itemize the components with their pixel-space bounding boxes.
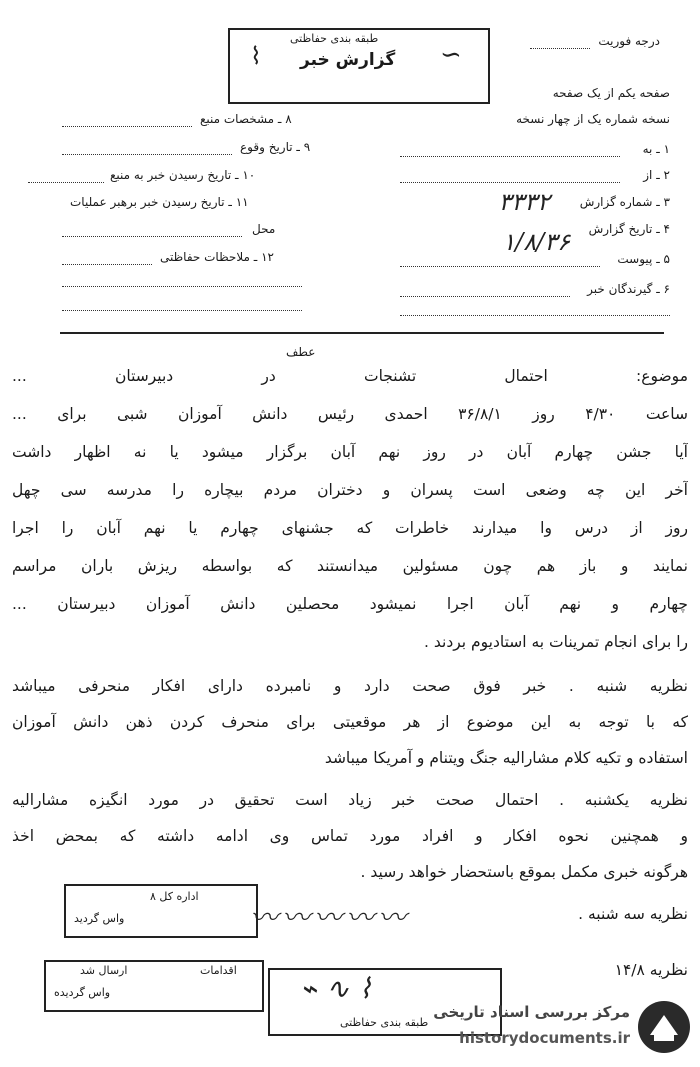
handwritten-note-middle: 〰〰〰〰〰 [250, 901, 411, 934]
line-received-source [28, 182, 104, 183]
archive-logo-icon [636, 999, 692, 1055]
label-event-date: ۹ ـ تاریخ وقوع [240, 140, 311, 154]
line-event-date [62, 154, 232, 155]
body-line: موضوع: احتمال تشنجات در دبیرستان ... [12, 367, 688, 385]
body-line: ساعت ۴/۳۰ روز ۳۶/۸/۱ احمدی رئیس دانش آموزان شبی برای ... [12, 405, 688, 423]
ref-label: عطف [286, 345, 316, 359]
header-separator [60, 332, 664, 334]
body-line: آیا جشن چهارم آبان در روز نهم آبان برگزار میشود یا نه اظهار داشت [12, 443, 688, 461]
line-subject [62, 126, 192, 127]
label-place: محل [252, 222, 276, 236]
classification-top: طبقه بندی حفاظتی [290, 32, 379, 45]
body-line: نظریه ۱۴/۸ [614, 961, 688, 979]
body-line: چهارم و نهم آبان اجرا نمیشود محصلین دانش آموزان دبیرستان ... [12, 595, 688, 613]
line-recipients-2 [400, 315, 670, 316]
body-line: روز از درس وا میدارند خاطرات که جشنهای چهارم یا نهم آبان را اجرا [12, 519, 688, 537]
copy-info: نسخه شماره یک از چهار نسخه [516, 112, 670, 126]
label-report-no: ۳ ـ شماره گزارش [579, 195, 670, 209]
stamp-text-b: واس گردید [74, 912, 125, 925]
handwritten-title-mark: ⌇ [250, 42, 262, 70]
body-line: و همچنین نحوه افکار و افراد مورد تماس وی ادامه داشته که بمحض اخذ [12, 827, 688, 845]
body-line: که با توجه به این موضوع از هر موقعیتی برای منحرف کردن ذهن دانش آموزان [12, 713, 688, 731]
body-line: نظریه سه شنبه . [578, 905, 688, 923]
classification-bottom: طبقه بندی حفاظتی [340, 1016, 429, 1029]
line-place [62, 236, 242, 237]
label-to: ۱ ـ به [642, 142, 670, 156]
watermark-url: historydocuments.ir [459, 1029, 630, 1047]
label-received-ops: ۱۱ ـ تاریخ رسیدن خبر برهبر عملیات [70, 195, 249, 209]
body-line: نظریه یکشنبه . احتمال صحت خبر زیاد است تحقیق در مورد انگیزه مشارالیه [12, 791, 688, 809]
label-notes: ۱۲ ـ ملاحظات حفاظتی [160, 250, 274, 264]
stamp-text-c: اقدامات [200, 964, 237, 977]
body-line: آخر این چه وضعی است پسران و دختران مردم بیچاره را مدرسه سی چهل [12, 481, 688, 499]
stamp-text-e: واس گردیده [54, 986, 111, 999]
report-date-handwritten: ۱/۸/۳۶ [502, 228, 570, 256]
label-from: ۲ ـ از [643, 168, 670, 182]
line-attachment [400, 266, 600, 267]
report-title: گزارش خبر [300, 50, 396, 70]
stamp-text-a: اداره کل ۸ [150, 890, 199, 903]
label-report-date: ۴ ـ تاریخ گزارش [588, 222, 670, 236]
line-from [400, 182, 620, 183]
watermark-text: مرکز بررسی اسناد تاریخی [433, 1003, 630, 1021]
body-line: را برای انجام تمرینات به استادیوم بردند . [424, 633, 688, 651]
label-received-source: ۱۰ ـ تاریخ رسیدن خبر به منبع [110, 168, 256, 182]
priority-label: درجه فوریت [598, 34, 660, 48]
watermark [412, 997, 692, 1057]
line-notes-1 [62, 264, 152, 265]
label-attachment: ۵ ـ پیوست [617, 252, 670, 266]
body-line: نظریه شنبه . خبر فوق صحت دارد و نامبرده دارای افکار منحرفی میباشد [12, 677, 688, 695]
line-to [400, 156, 620, 157]
report-no-handwritten: ۳۳۳۲ [498, 188, 550, 216]
line-recipients [400, 296, 570, 297]
line-notes-3 [62, 310, 302, 311]
label-recipients: ۶ ـ گیرندگان خبر [587, 282, 670, 296]
body-line: استفاده و تکیه کلام مشارالیه جنگ ویتنام و آمریکا میباشد [324, 749, 688, 767]
handwritten-title-mark-2: ∽ [440, 40, 462, 70]
page-info: صفحه یکم از یک صفحه [552, 86, 670, 100]
priority-line [530, 48, 590, 49]
body-line: هرگونه خبری مکمل بموقع باستحضار خواهد رسید . [360, 863, 688, 881]
body-line: نمایند و باز هم چون مسئولین میدانستند که بواسطه ریزش باران مراسم [12, 557, 688, 575]
stamp-text-d: ارسال شد [80, 964, 128, 977]
handwritten-signature-bottom: ⌁ ∿ ⌇ [300, 972, 372, 1005]
line-notes-2 [62, 286, 302, 287]
label-subject: ۸ ـ مشخصات منبع [200, 112, 292, 126]
